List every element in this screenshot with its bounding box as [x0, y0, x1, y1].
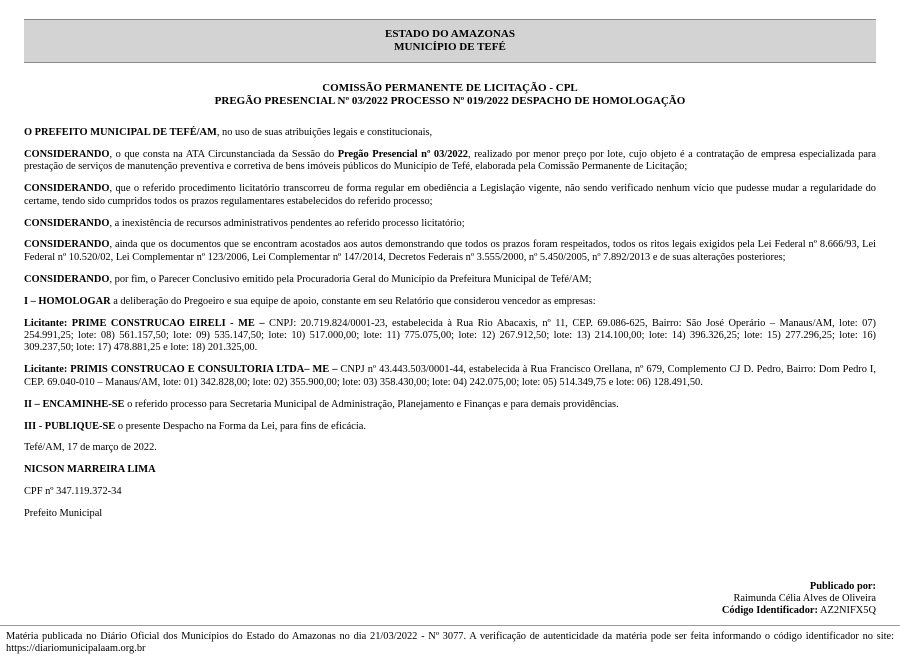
- bidder-1-name: Licitante: PRIME CONSTRUCAO EIRELI - ME –: [24, 317, 265, 329]
- document-body: [24, 127, 876, 521]
- paragraph-text: , a inexistência de recursos administrativos pendentes ao referido processo licitatório;: [109, 217, 465, 229]
- signer-name: NICSON MARREIRA LIMA: [24, 464, 156, 476]
- intro-paragraph: [24, 127, 876, 139]
- considering-paragraph-2: [24, 183, 876, 208]
- bidder-1-details: CNPJ: 20.719.824/0001-23, estabelecida à Rua Rio Abacaxis, nº 11, CEP. 69.086-625, Bairro: São José Operário – Manaus/AM, lote: 07) 254.991,25; lote: 08) 561.157,50; lote: 09) 535.147,50; lote: 10) 517.000,00; lote: 11) 775.075,00; lote: 12) 267.912,50; lote: 13) 214.100,00; lote: 14) 396.326,25; lote: 15) 277.296,25; lote: 16) 309.237,50; lote: 17) 478.881,25 e lote: 18) 201.325,00.: [24, 317, 876, 354]
- homologate-label: I – HOMOLOGAR: [24, 295, 111, 307]
- signer-role: Prefeito Municipal: [24, 508, 103, 520]
- footer-divider: [0, 625, 900, 626]
- considering-label: CONSIDERANDO: [24, 183, 110, 195]
- identifier-label: Código Identificador:: [721, 604, 818, 616]
- considering-label: CONSIDERANDO: [24, 148, 110, 160]
- paragraph-text: o referido processo para Secretaria Municipal de Administração, Planejamento e Finanças e para demais providências.: [124, 398, 619, 410]
- publisher-name: Raimunda Célia Alves de Oliveira: [733, 592, 876, 604]
- title-line-2: PREGÃO PRESENCIAL Nº 03/2022 PROCESSO Nº 019/2022 DESPACHO DE HOMOLOGAÇÃO: [214, 94, 686, 107]
- bidder-2-paragraph: [24, 364, 876, 389]
- forward-label: II – ENCAMINHE-SE: [24, 398, 125, 410]
- identifier-line: [722, 605, 876, 617]
- signer-cpf: CPF nº 347.119.372-34: [24, 486, 122, 498]
- document-date: Tefé/AM, 17 de março de 2022.: [24, 442, 157, 454]
- paragraph-text: , por fim, o Parecer Conclusivo emitido pela Procuradoria Geral do Município da Prefeitura Municipal de Tefé/AM;: [109, 273, 592, 285]
- title-line-1: COMISSÃO PERMANENTE DE LICITAÇÃO - CPL: [322, 82, 578, 94]
- municipality-name: MUNICÍPIO DE TEFÉ: [394, 40, 506, 53]
- forward-paragraph: [24, 399, 876, 411]
- footer-note: Matéria publicada no Diário Oficial dos Municípios do Estado do Amazonas no dia 21/03/2022 - Nº 3077. A verificação de autenticidade da matéria pode ser feita informando o código identificador no site: https://diariomunicipalaam.org.br: [6, 631, 894, 655]
- considering-label: CONSIDERANDO: [24, 239, 110, 251]
- considering-label: CONSIDERANDO: [24, 217, 110, 229]
- state-name: ESTADO DO AMAZONAS: [385, 28, 515, 40]
- document-title: [24, 82, 876, 107]
- bidder-2-details: CNPJ nº 43.443.503/0001-44, estabelecida à Rua Francisco Orellana, nº 679, Complemento CJ D. Pedro, Bairro: Dom Pedro I, CEP. 69.040-010 – Manaus/AM, lote: 01) 342.828,00; lote: 02) 355.900,00; lote: 03) 358.430,00; lote: 04) 242.075,00; lote: 05) 514.349,75 e lote: 06) 128.491,50.: [24, 364, 876, 388]
- paragraph-text: a deliberação do Pregoeiro e sua equipe de apoio, constante em seu Relatório que considerou vencedor as empresas:: [110, 295, 596, 307]
- bidder-2-name: Licitante: PRIMIS CONSTRUCAO E CONSULTORIA LTDA– ME –: [24, 364, 338, 376]
- paragraph-text: , realizado por menor preço por lote, cujo objeto é a contratação de empresa especializada para prestação de serviços de manutenção preventiva e corretiva de bens imóveis públicos do Município de Tefé, elaborada pela Comissão Permanente de Licitação;: [24, 148, 877, 173]
- considering-paragraph-3: [24, 218, 876, 230]
- document-header: [24, 19, 876, 63]
- auction-reference: Pregão Presencial nº 03/2022: [337, 148, 468, 160]
- paragraph-text: , que o referido procedimento licitatório transcorreu de forma regular em obediência a Legislação vigente, não sendo verificado nenhum vício que pudesse mudar a regularidade do certame, tendo sido cumpridos todos os prazos regulamentares estabelecidos do referido processo;: [24, 183, 876, 207]
- paragraph-text: , o que consta na ATA Circunstanciada da Sessão do: [109, 148, 338, 160]
- bidder-1-paragraph: [24, 318, 876, 355]
- homologate-paragraph: [24, 296, 876, 308]
- paragraph-text: , ainda que os documentos que se encontram acostados aos autos demonstrando que todos os prazos foram respeitados, todos os ritos legais exigidos pela Lei Federal nº 8.666/93, Lei Federal nº 10.520/02, Lei Complementar nº 123/2006, Lei Complementar nº 147/2014, Decretos Federais nº 3.555/2000, nº 5.450/2005, nº 7.892/2013 e de suas alterações posteriores;: [24, 239, 876, 263]
- intro-text: , no uso de suas atribuições legais e constitucionais,: [216, 127, 433, 138]
- identifier-code: AZ2NIFX5Q: [820, 604, 876, 616]
- considering-label: CONSIDERANDO: [24, 273, 110, 285]
- mayor-title: O PREFEITO MUNICIPAL DE TEFÉ/AM: [24, 127, 217, 138]
- considering-paragraph-4: [24, 239, 876, 264]
- published-by-label: Publicado por:: [809, 581, 876, 592]
- considering-paragraph-1: [24, 149, 876, 174]
- publish-label: III - PUBLIQUE-SE: [24, 420, 116, 432]
- publish-paragraph: [24, 421, 876, 433]
- considering-paragraph-5: [24, 274, 876, 286]
- publication-block: [722, 581, 876, 616]
- paragraph-text: o presente Despacho na Forma da Lei, para fins de eficácia.: [115, 420, 366, 432]
